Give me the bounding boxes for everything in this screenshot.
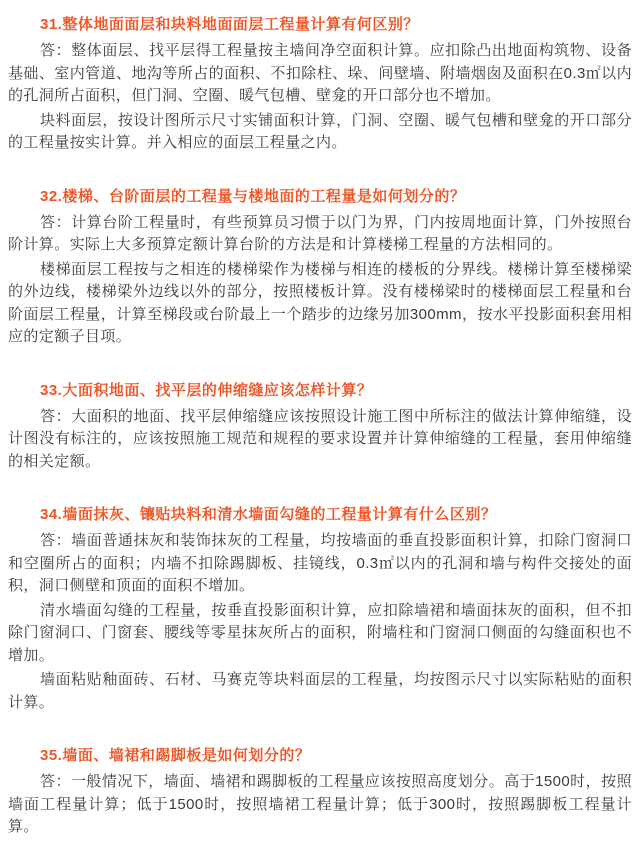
question-heading: 35.墙面、墙裙和踢脚板是如何划分的？ xyxy=(40,747,311,764)
question-heading: 34.墙面抹灰、镶贴块料和清水墙面勾缝的工程量计算有什么区别？ xyxy=(40,506,497,523)
answer-paragraph: 块料面层，按设计图所示尺寸实铺面积计算，门洞、空圈、暖气包槽和壁龛的开口部分的工程量按实计算。并入相应的面层工程量之内。 xyxy=(8,111,632,151)
answer-paragraph: 答：大面积的地面、找平层伸缩缝应该按照设计施工图中所标注的做法计算伸缩缝，设计图没有标注的，应该按照施工规范和规程的要求设置并计算伸缩缝的工程量，套用伸缩缝的相关定额。 xyxy=(8,407,632,470)
qa-section xyxy=(8,504,632,714)
answer-paragraph: 答：墙面普通抹灰和装饰抹灰的工程量，均按墙面的垂直投影面积计算，扣除门窗洞口和空圈所占的面积；内墙不扣除踢脚板、挂镜线，0.3㎡以内的孔洞和墙与构件交接处的面积，洞口侧壁和顶面的面积不增加。 xyxy=(8,532,632,594)
question-heading: 32.楼梯、台阶面层的工程量与楼地面的工程量是如何划分的？ xyxy=(40,187,466,205)
answer-paragraph: 楼梯面层工程按与之相连的楼梯梁作为楼梯与相连的楼板的分界线。楼梯计算至楼梯梁的外边线，楼梯梁外边线以外的部分，按照楼板计算。没有楼梯梁时的楼梯面层工程量和台阶面层工程量，计算至梯段或台阶最上一个踏步的边缘另加300mm，按水平投影面积套用相应的定额子目项。 xyxy=(8,260,632,345)
answer-paragraph: 答：整体面层、找平层得工程量按主墙间净空面积计算。应扣除凸出地面构筑物、设备基础、室内管道、地沟等所占的面积、不扣除柱、垛、间壁墙、附墙烟囱及面积在0.3㎡以内的孔洞所占面积，但门洞、空圈、暖气包槽、壁龛的开口部分也不增加。 xyxy=(8,42,632,104)
answer-paragraph: 答：计算台阶工程量时，有些预算员习惯于以门为界，门内按周地面计算，门外按照台阶计算。实际上大多预算定额计算台阶的方法是和计算楼梯工程量的方法相同的。 xyxy=(8,213,632,253)
qa-section xyxy=(8,186,632,349)
answer-paragraph: 答：一般情况下，墙面、墙裙和踢脚板的工程量应该按照高度划分。高于1500时，按照墙面工程量计算；低于1500时，按照墙裙工程量计算；低于300时，按照踢脚板工程量计算。 xyxy=(8,773,632,835)
question-heading: 31.整体地面面层和块料地面面层工程量计算有何区别？ xyxy=(40,16,419,33)
question-heading: 33.大面积地面、找平层的伸缩缝应该怎样计算？ xyxy=(40,381,373,399)
answer-paragraph: 清水墙面勾缝的工程量，按垂直投影面积计算，应扣除墙裙和墙面抹灰的面积，但不扣除门窗洞口、门窗套、腰线等零星抹灰所占的面积，附墙柱和门窗洞口侧面的勾缝面积也不增加。 xyxy=(8,601,632,664)
answer-paragraph: 墙面粘贴釉面砖、石材、马赛克等块料面层的工程量，均按图示尺寸以实际粘贴的面积计算。 xyxy=(8,671,632,711)
qa-section xyxy=(8,745,632,839)
qa-section xyxy=(8,14,632,155)
qa-section xyxy=(8,380,632,474)
